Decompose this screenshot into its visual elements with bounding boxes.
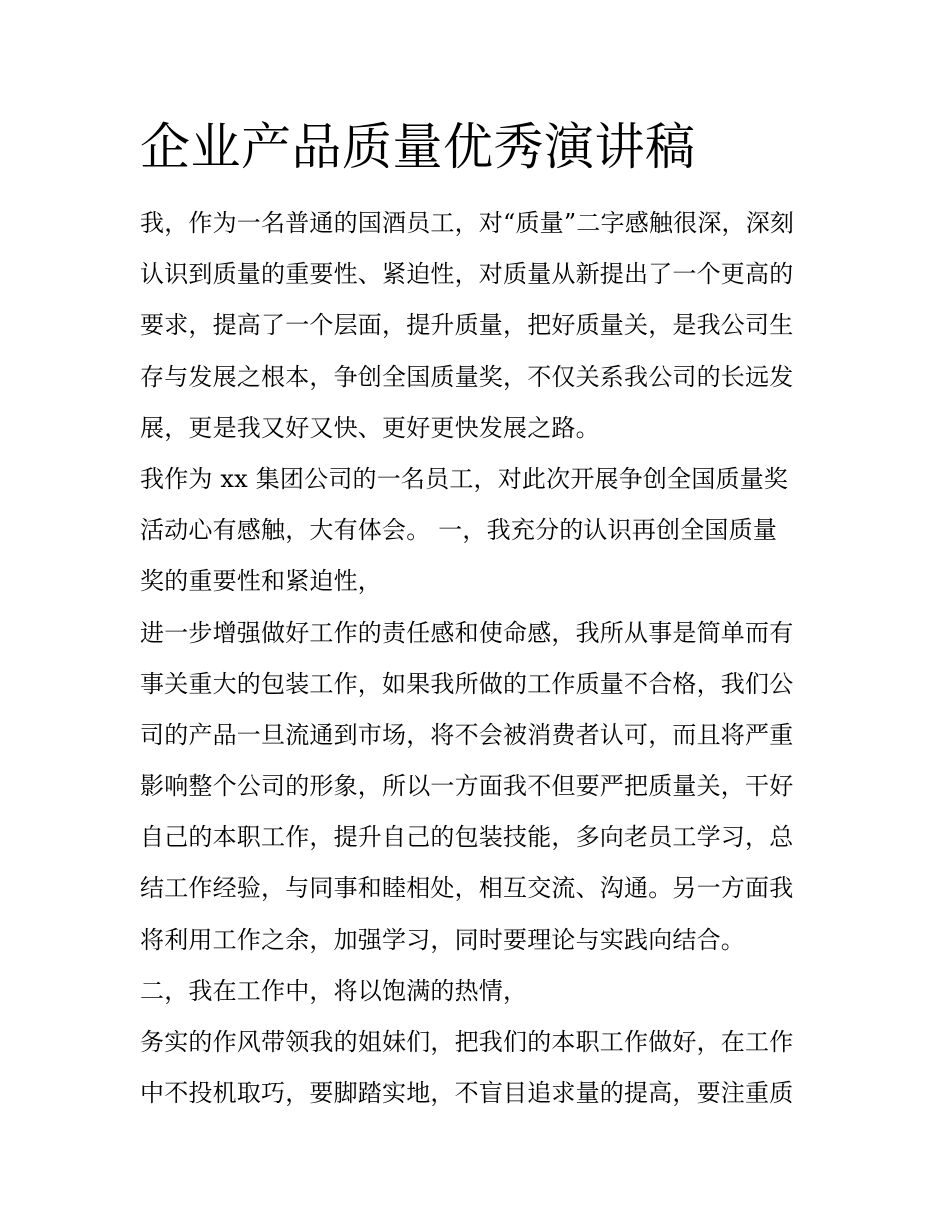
body-line-17: 务实的作风带领我的姐妹们，把我们的本职工作做好，在工作 [140,1028,794,1056]
body-line-14: 结工作经验，与同事和睦相处，相互交流、沟通。另一方面我 [140,874,794,903]
body-line-12: 影响整个公司的形象，所以一方面我不但要严把质量关，干好 [140,772,794,801]
body-line-1: 我，作为一名普通的国酒员工，对“质量”二字感触很深，深刻 [140,209,795,237]
body-line-15: 将利用工作之余，加强学习，同时要理论与实践向结合。 [140,925,745,954]
body-line-5: 展，更是我又好又快、更好更快发展之路。 [140,413,600,442]
body-line-8: 奖的重要性和紧迫性， [140,567,382,596]
body-line-6: 我作为 xx 集团公司的一名员工，对此次开展争创全国质量奖 [140,464,789,493]
document-title: 企业产品质量优秀演讲稿 [140,118,696,176]
document-body [140,198,820,1119]
body-line-16: 二，我在工作中，将以饱满的热情， [140,976,528,1005]
body-line-4: 存与发展之根本，争创全国质量奖，不仅关系我公司的长远发 [140,362,794,391]
body-line-2: 认识到质量的重要性、紧迫性，对质量从新提出了一个更高的 [140,260,794,289]
body-line-13: 自己的本职工作，提升自己的包装技能，多向老员工学习，总 [140,823,794,852]
body-line-7: 活动心有感触，大有体会。 一，我充分的认识再创全国质量 [140,516,778,545]
body-line-3: 要求，提高了一个层面，提升质量，把好质量关，是我公司生 [140,311,794,340]
body-line-18: 中不投机取巧，要脚踏实地，不盲目追求量的提高，要注重质 [140,1079,794,1108]
body-line-11: 司的产品一旦流通到市场，将不会被消费者认可，而且将严重 [140,720,794,749]
body-line-9: 进一步增强做好工作的责任感和使命感，我所从事是简单而有 [140,618,794,647]
body-line-10: 事关重大的包装工作，如果我所做的工作质量不合格，我们公 [140,669,794,698]
